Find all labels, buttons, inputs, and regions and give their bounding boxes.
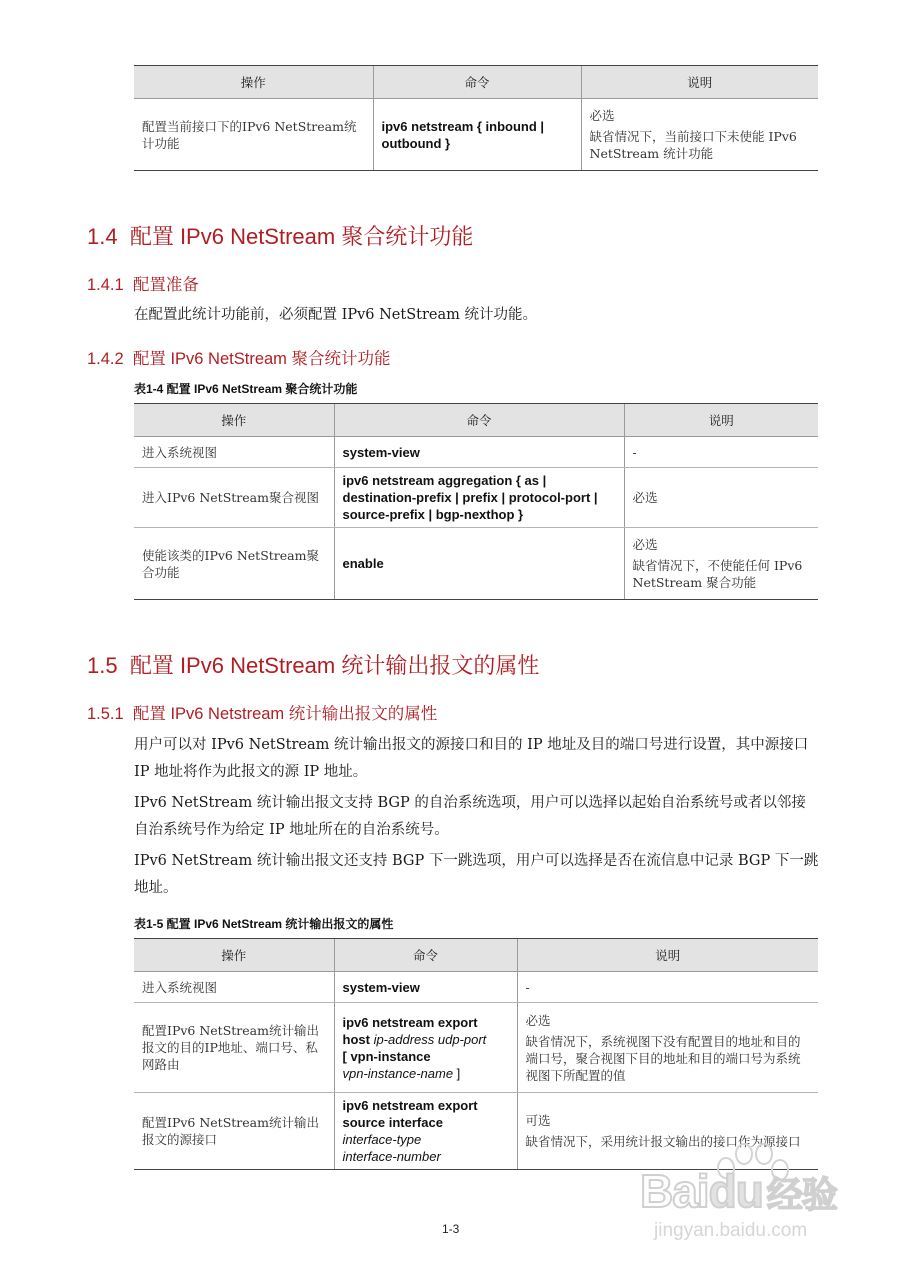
table-row <box>134 528 818 600</box>
table-caption-1-5: 表1-5 配置 IPv6 NetStream 统计输出报文的属性 <box>134 917 394 931</box>
command-cell <box>373 99 581 171</box>
note-default: 缺省情况下，不使能任何 IPv6 NetStream 聚合功能 <box>632 558 803 590</box>
table-row <box>134 1003 818 1093</box>
description-cell <box>624 528 818 600</box>
table-row <box>134 99 818 171</box>
command-param: ip-address udp-port <box>373 1031 487 1047</box>
note-required: 必选 <box>589 108 615 123</box>
section-heading-1-4-2: 1.4.2 配置 IPv6 NetStream 聚合统计功能 <box>87 350 391 368</box>
command-param: interface-number <box>342 1149 441 1164</box>
top-command-table <box>134 65 818 171</box>
section-heading-1-5: 1.5 配置 IPv6 NetStream 统计输出报文的属性 <box>87 653 540 678</box>
watermark-url: jingyan.baidu.com <box>654 1220 808 1241</box>
header-description: 说明 <box>624 404 818 437</box>
table-row <box>134 437 818 468</box>
command-cell <box>334 1093 517 1170</box>
baidu-jingyan-watermark <box>640 1140 890 1270</box>
header-description: 说明 <box>517 939 818 972</box>
watermark-brand: Baidu 经验 <box>640 1165 837 1217</box>
note-default: 缺省情况下，当前接口下未使能 IPv6 NetStream 统计功能 <box>589 129 797 161</box>
command-cell: system-view <box>334 972 517 1003</box>
command-cell <box>334 1003 517 1093</box>
paragraph-bgp-nexthop: IPv6 NetStream 统计输出报文还支持 BGP 下一跳选项，用户可以选择是否在流信息中记录 BGP 下一跳地址。 <box>134 853 819 896</box>
header-operation: 操作 <box>134 66 373 99</box>
command-param: interface-type <box>342 1132 422 1147</box>
table-caption-1-4: 表1-4 配置 IPv6 NetStream 聚合统计功能 <box>134 382 358 396</box>
command-option: [ vpn-instance <box>342 1048 431 1064</box>
operation-cell: 配置当前接口下的IPv6 NetStream统计功能 <box>134 99 373 171</box>
table-header-row <box>134 404 818 437</box>
operation-cell: 配置IPv6 NetStream统计输出报文的源接口 <box>134 1093 334 1170</box>
table-1-5 <box>134 938 818 1170</box>
operation-cell: 进入系统视图 <box>134 972 334 1003</box>
description-cell <box>517 1003 818 1093</box>
paragraph-prerequisite: 在配置此统计功能前，必须配置 IPv6 NetStream 统计功能。 <box>134 307 537 323</box>
table-row <box>134 972 818 1003</box>
table-row <box>134 468 818 528</box>
header-operation: 操作 <box>134 939 334 972</box>
command-text: ipv6 netstream export source interface <box>342 1098 478 1130</box>
description-cell: - <box>624 437 818 468</box>
operation-cell: 进入IPv6 NetStream聚合视图 <box>134 468 334 528</box>
section-heading-1-4: 1.4 配置 IPv6 NetStream 聚合统计功能 <box>87 224 474 249</box>
command-args: { inbound | outbound } <box>381 118 545 151</box>
header-description: 说明 <box>581 66 818 99</box>
note-default: 缺省情况下，系统视图下没有配置目的地址和目的端口号，聚合视图下目的地址和目的端口号为系统视图下所配置的值 <box>525 1033 801 1083</box>
table-1-4 <box>134 403 818 600</box>
page-number: 1-3 <box>442 1222 460 1236</box>
header-command: 命令 <box>334 404 624 437</box>
command-text: ipv6 netstream export host <box>342 1014 478 1047</box>
section-heading-1-5-1: 1.5.1 配置 IPv6 Netstream 统计输出报文的属性 <box>87 705 438 723</box>
header-operation: 操作 <box>134 404 334 437</box>
command-text: ipv6 netstream <box>381 118 474 134</box>
note-required: 必选 <box>632 537 658 552</box>
section-heading-1-4-1: 1.4.1 配置准备 <box>87 276 199 294</box>
note-default: 缺省情况下，采用统计报文输出的接口作为源接口 <box>525 1134 801 1149</box>
command-cell: system-view <box>334 437 624 468</box>
command-cell: enable <box>334 528 624 600</box>
paragraph-bgp-as: IPv6 NetStream 统计输出报文支持 BGP 的自治系统选项，用户可以选择以起始自治系统号或者以邻接自治系统号作为给定 IP 地址所在的自治系统号。 <box>134 795 806 838</box>
paragraph-source-interface: 用户可以对 IPv6 NetStream 统计输出报文的源接口和目的 IP 地址及目的端口号进行设置，其中源接口 IP 地址将作为此报文的源 IP 地址。 <box>134 737 809 780</box>
operation-cell: 进入系统视图 <box>134 437 334 468</box>
operation-cell: 配置IPv6 NetStream统计输出报文的目的IP地址、端口号、私网路由 <box>134 1003 334 1093</box>
note-optional: 可选 <box>525 1113 551 1128</box>
note-required: 必选 <box>525 1012 551 1028</box>
command-bracket: ] <box>453 1065 461 1081</box>
description-cell <box>581 99 818 171</box>
header-command: 命令 <box>334 939 517 972</box>
command-cell: ipv6 netstream aggregation { as | destination-prefix | prefix | protocol-port | source-prefix | bgp-nexthop } <box>334 468 624 528</box>
description-cell: 必选 <box>624 468 818 528</box>
table-header-row <box>134 66 818 99</box>
header-command: 命令 <box>373 66 581 99</box>
description-cell: - <box>517 972 818 1003</box>
table-header-row <box>134 939 818 972</box>
operation-cell: 使能该类的IPv6 NetStream聚合功能 <box>134 528 334 600</box>
command-param: vpn-instance-name <box>342 1065 454 1081</box>
